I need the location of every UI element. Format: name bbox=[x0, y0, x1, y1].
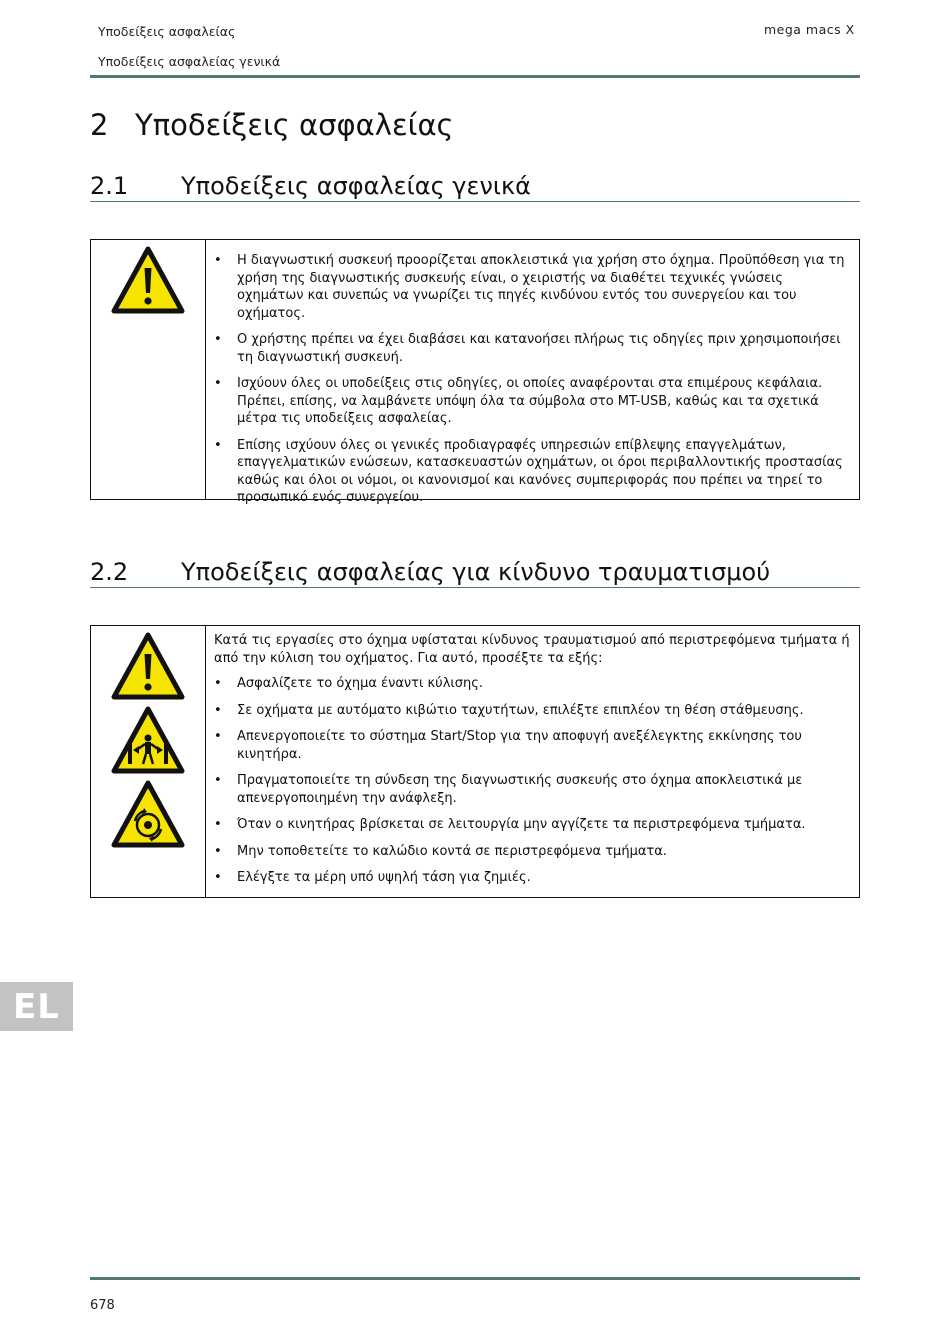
safety-notice-box-general bbox=[90, 239, 860, 505]
page-number: 678 bbox=[90, 1298, 115, 1313]
section-number: 2.2 bbox=[90, 558, 129, 586]
safety-list-injury bbox=[214, 675, 851, 887]
notice-text bbox=[206, 240, 859, 505]
safety-notice-box-injury bbox=[90, 625, 860, 898]
list-item: • Ισχύουν όλες οι υποδείξεις στις οδηγίες, οι οποίες αναφέρονται στα επιμέρους κεφάλαια. Πρέπει, επίσης, να λαμβάνετε υπόψη όλα τα σύμβολα στο MT-USB, καθώς και τα σχετικά μέτρα τις υποδείξεις ασφαλείας. bbox=[214, 375, 851, 428]
safety-list-general bbox=[214, 252, 851, 507]
list-item: • Ασφαλίζετε το όχημα έναντι κύλισης. bbox=[214, 675, 851, 693]
list-item: • Όταν ο κινητήρας βρίσκεται σε λειτουργία μην αγγίζετε τα περιστρεφόμενα τμήματα. bbox=[214, 816, 851, 834]
header-rule bbox=[90, 75, 860, 78]
header-breadcrumb-section: Υποδείξεις ασφαλείας γενικά bbox=[98, 54, 281, 69]
section-title: Υποδείξεις ασφαλείας γενικά bbox=[181, 172, 531, 200]
section-heading-general bbox=[90, 172, 860, 202]
list-item: • Σε οχήματα με αυτόματο κιβώτιο ταχυτήτων, επιλέξτε επιπλέον τη θέση στάθμευσης. bbox=[214, 702, 851, 720]
header-product-name: mega macs X bbox=[764, 22, 855, 37]
chapter-number: 2 bbox=[90, 108, 109, 142]
icon-column bbox=[91, 626, 206, 897]
list-item: • Απενεργοποιείτε το σύστημα Start/Stop για την αποφυγή ανεξέλεγκτης εκκίνησης του κινητήρα. bbox=[214, 728, 851, 763]
chapter-title-text: Υποδείξεις ασφαλείας bbox=[135, 108, 454, 142]
list-item: • Ο χρήστης πρέπει να έχει διαβάσει και κατανοήσει πλήρως τις οδηγίες πριν χρησιμοποιήσει τη διαγνωστική συσκευή. bbox=[214, 331, 851, 366]
notice-text bbox=[206, 626, 859, 897]
rotating-parts-icon bbox=[111, 780, 185, 848]
icon-column bbox=[91, 240, 206, 499]
section-title: Υποδείξεις ασφαλείας για κίνδυνο τραυματισμού bbox=[181, 558, 771, 586]
section-heading-injury bbox=[90, 558, 860, 588]
warning-exclamation-icon bbox=[111, 632, 185, 700]
footer-rule bbox=[90, 1277, 860, 1280]
header-breadcrumb-chapter: Υποδείξεις ασφαλείας bbox=[98, 24, 236, 39]
notice-intro: Κατά τις εργασίες στο όχημα υφίσταται κίνδυνος τραυματισμού από περιστρεφόμενα τμήματα ή από την κύλιση του οχήματος. Για αυτό, προσέξτε τα εξής: bbox=[214, 633, 850, 666]
section-number: 2.1 bbox=[90, 172, 129, 200]
list-item: • Μην τοποθετείτε το καλώδιο κοντά σε περιστρεφόμενα τμήματα. bbox=[214, 843, 851, 861]
crushing-hazard-icon bbox=[111, 706, 185, 774]
list-item: • Ελέγξτε τα μέρη υπό υψηλή τάση για ζημιές. bbox=[214, 869, 851, 887]
list-item: • Η διαγνωστική συσκευή προορίζεται αποκλειστικά για χρήση στο όχημα. Προϋπόθεση για τη χρήση της διαγνωστικής συσκευής είναι, ο χειριστής να διαθέτει τεχνικές γνώσεις οχημάτων και συνεπώς να γνωρίζει τις πηγές κινδύνου εντός του συνεργείου και του οχήματος. bbox=[214, 252, 851, 322]
language-tab: EL bbox=[0, 982, 73, 1031]
warning-exclamation-icon bbox=[111, 246, 185, 314]
list-item: • Επίσης ισχύουν όλες οι γενικές προδιαγραφές υπηρεσιών επίβλεψης επαγγελμάτων, επαγγελματικών ενώσεων, κατασκευαστών οχημάτων, οι όροι περιβαλλοντικής προστασίας καθώς και όλοι οι νόμοι, οι κανονισμοί και κανόνες συμπεριφοράς που πρέπει να τηρεί το προσωπικό ενός συνεργείου. bbox=[214, 437, 851, 507]
list-item: • Πραγματοποιείτε τη σύνδεση της διαγνωστικής συσκευής στο όχημα αποκλειστικά με απενεργοποιημένη την ανάφλεξη. bbox=[214, 772, 851, 807]
chapter-title bbox=[90, 108, 454, 142]
